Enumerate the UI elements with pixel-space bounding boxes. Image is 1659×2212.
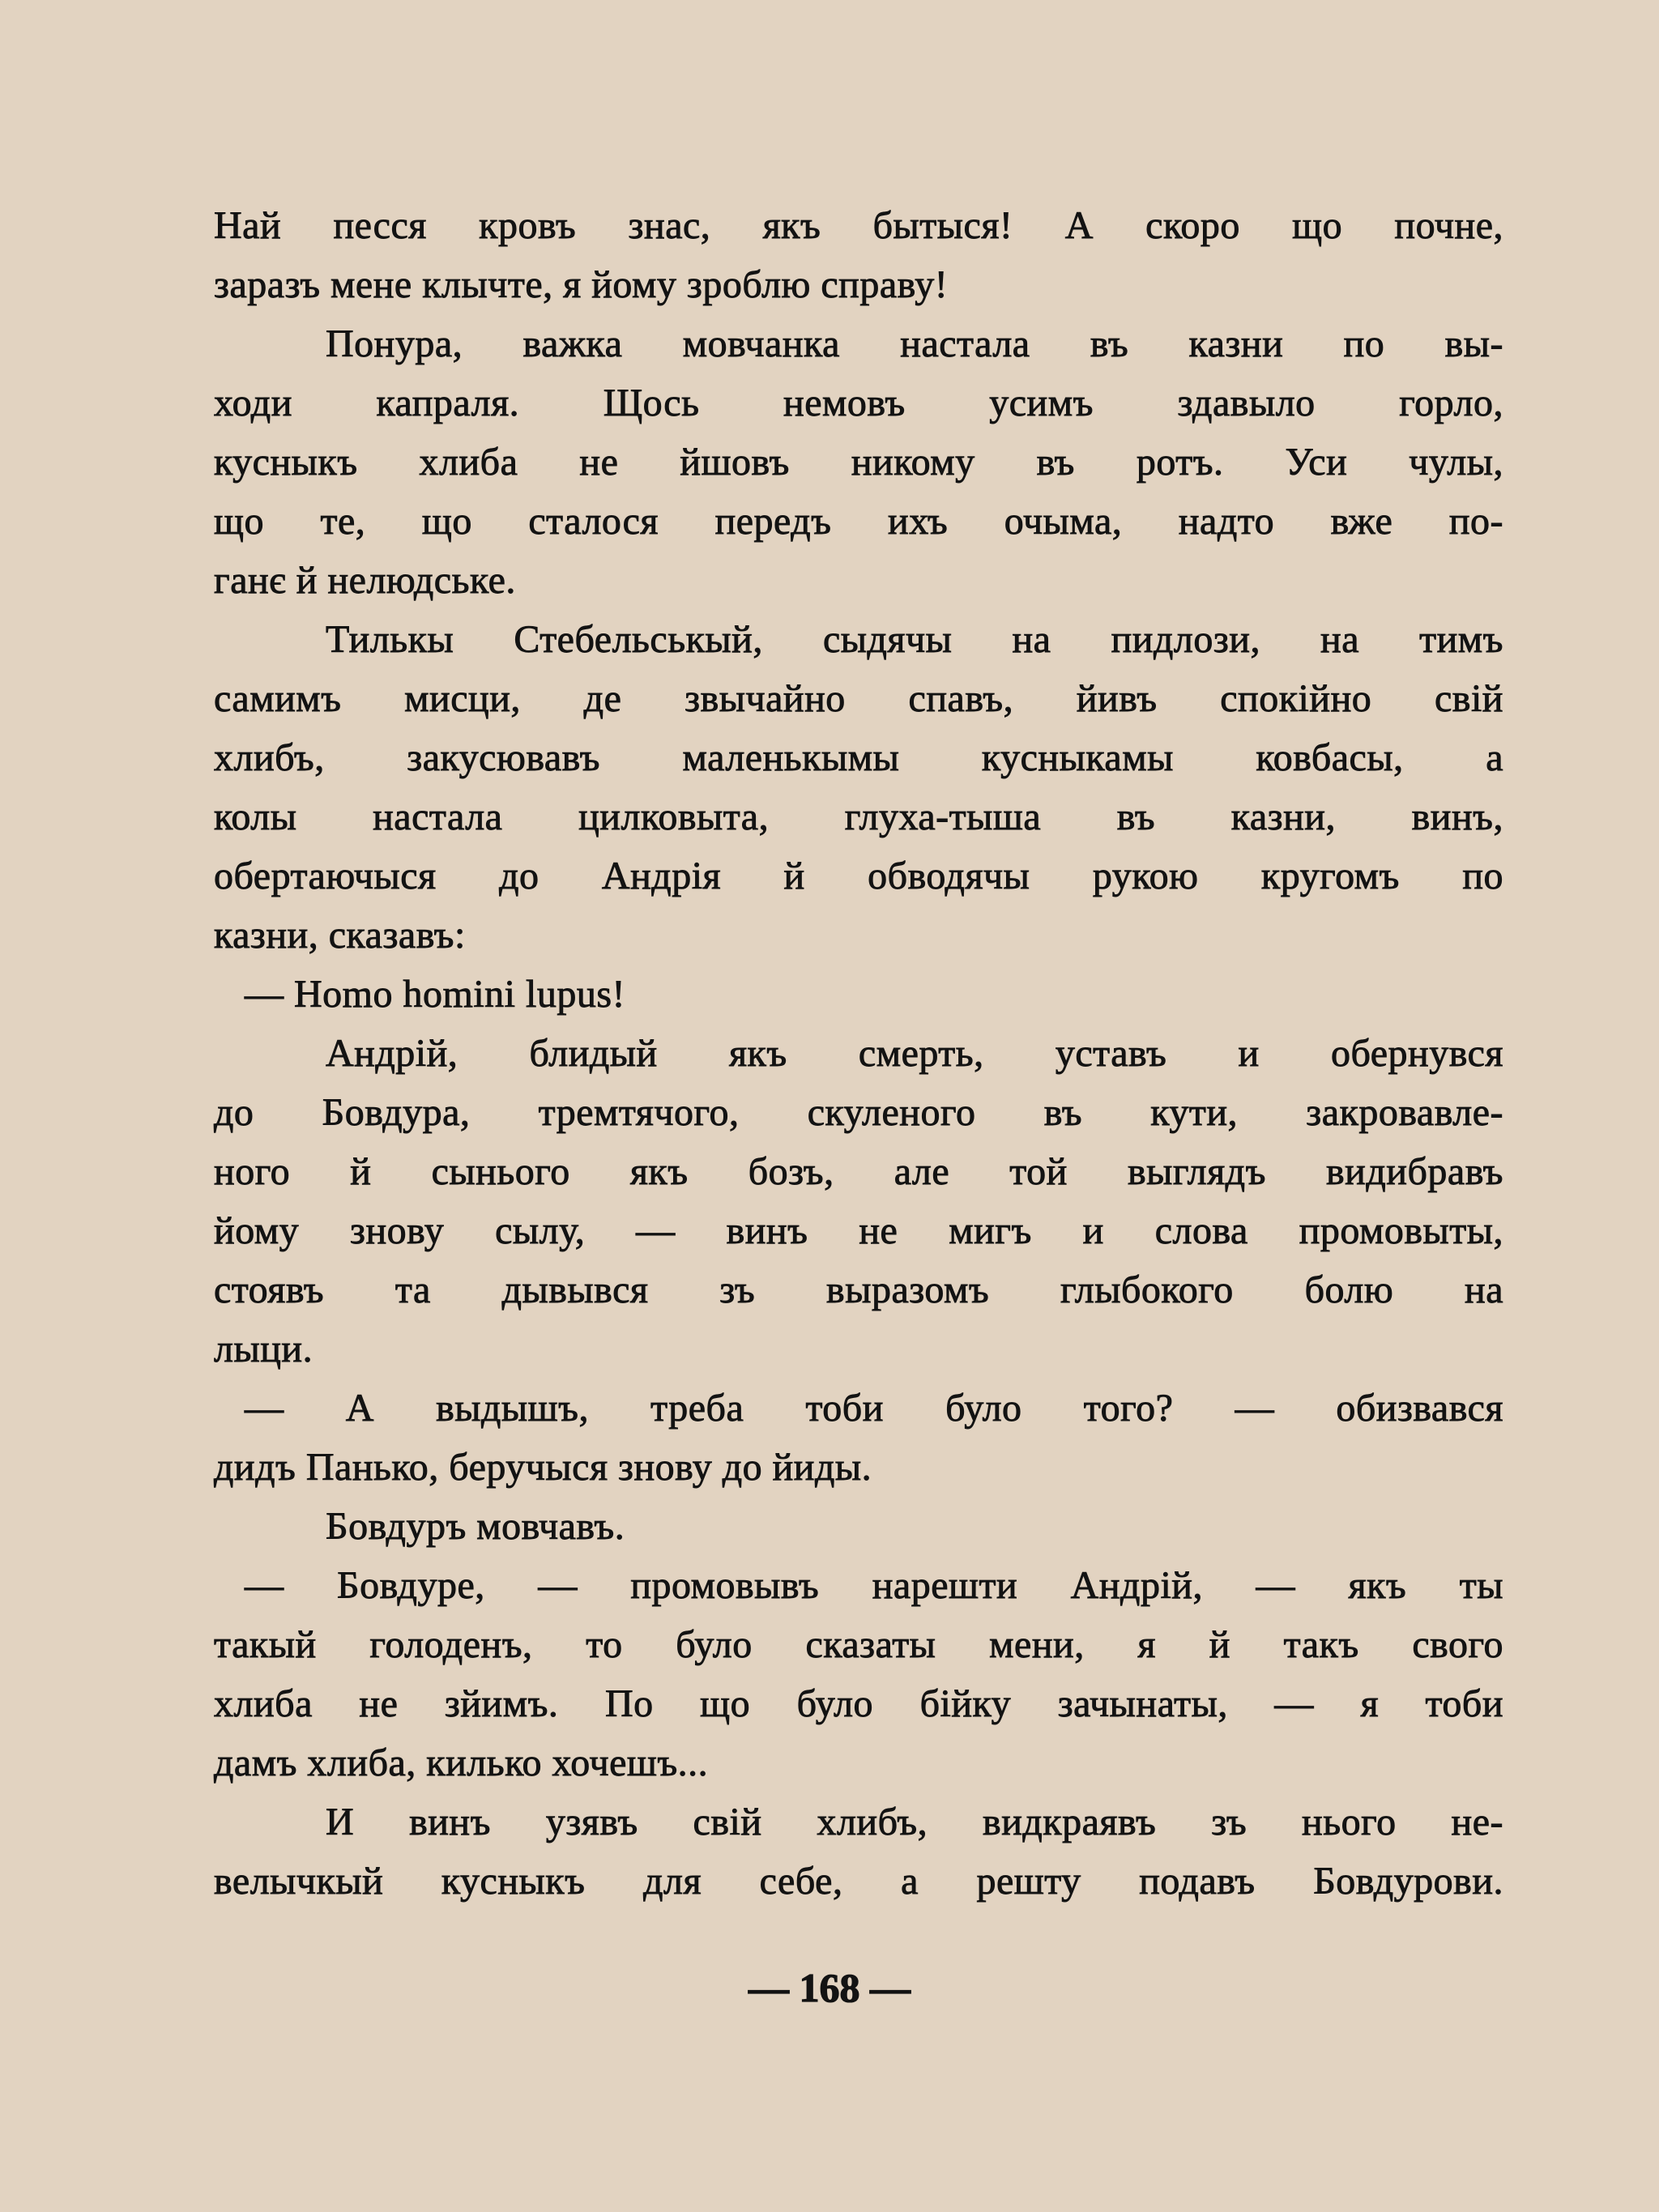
text-line-27: дамъ хлиба, килько хочешъ... bbox=[214, 1741, 709, 1784]
text-line-5: кусныкъ хлиба не йшовъ никому въ ротъ. Уси чулы, bbox=[214, 441, 1503, 484]
page-number: — 168 — bbox=[748, 1965, 911, 2010]
text-line-17: ного й сынього якъ бозъ, але той выглядъ видибравъ bbox=[214, 1150, 1503, 1193]
text-line-23: Бовдуръ мовчавъ. bbox=[326, 1505, 625, 1548]
text-line-6: що те, що сталося передъ ихъ очыма, надто вже по- bbox=[214, 500, 1503, 543]
text-line-18: йому знову сылу, — винъ не мигъ и слова промовыты, bbox=[214, 1209, 1503, 1252]
text-line-13: казни, сказавъ: bbox=[214, 914, 466, 957]
text-line-20: лыци. bbox=[214, 1328, 313, 1370]
text-line-9: самимъ мисци, де звычайно спавъ, йивъ спокійно свій bbox=[214, 677, 1503, 720]
text-line-16: до Бовдура, тремтячого, скуленого въ кути, закровавле- bbox=[214, 1091, 1503, 1134]
text-line-29: велычкый кусныкъ для себе, а решту подавъ Бовдурови. bbox=[214, 1860, 1503, 1903]
text-line-11: колы настала цилковыта, глуха-тыша въ казни, винъ, bbox=[214, 795, 1503, 838]
text-line-12: обертаючыся до Андрія й обводячы рукою кругомъ по bbox=[214, 855, 1503, 897]
text-line-26: хлиба не зйимъ. По що було бійку зачынаты, — я тоби bbox=[214, 1682, 1503, 1725]
text-line-24: — Бовдуре, — промовывъ нарешти Андрій, — якъ ты bbox=[245, 1564, 1503, 1607]
text-line-7: ганє й нелюдське. bbox=[214, 559, 516, 602]
text-line-3: Понура, важка мовчанка настала въ казни по вы- bbox=[326, 322, 1503, 365]
text-line-21: — А выдышъ, треба тоби було того? — обизвався bbox=[245, 1387, 1503, 1430]
text-line-4: ходи капраля. Щось немовъ усимъ здавыло горло, bbox=[214, 381, 1503, 424]
text-line-8: Тилькы Стебельськый, сыдячы на пидлози, на тимъ bbox=[326, 618, 1503, 661]
text-line-28: И винъ узявъ свій хлибъ, видкраявъ зъ нього не- bbox=[326, 1801, 1503, 1843]
text-line-14: — Homo homini lupus! bbox=[245, 973, 626, 1016]
text-line-22: дидъ Панько, беручыся знову до йиды. bbox=[214, 1446, 872, 1489]
text-line-19: стоявъ та дывывся зъ выразомъ глыбокого болю на bbox=[214, 1268, 1503, 1311]
text-line-15: Андрій, блидый якъ смерть, уставъ и обернувся bbox=[326, 1032, 1503, 1075]
text-line-10: хлибъ, закусювавъ маленькымы кусныкамы ковбасы, а bbox=[214, 736, 1503, 779]
text-line-1: Най песся кровъ знас, якъ бытыся! А скоро що почне, bbox=[214, 204, 1503, 247]
text-line-25: такый голоденъ, то було сказаты мени, я й такъ свого bbox=[214, 1623, 1503, 1666]
text-line-2: заразъ мене клычте, я йому зроблю справу! bbox=[214, 263, 949, 306]
